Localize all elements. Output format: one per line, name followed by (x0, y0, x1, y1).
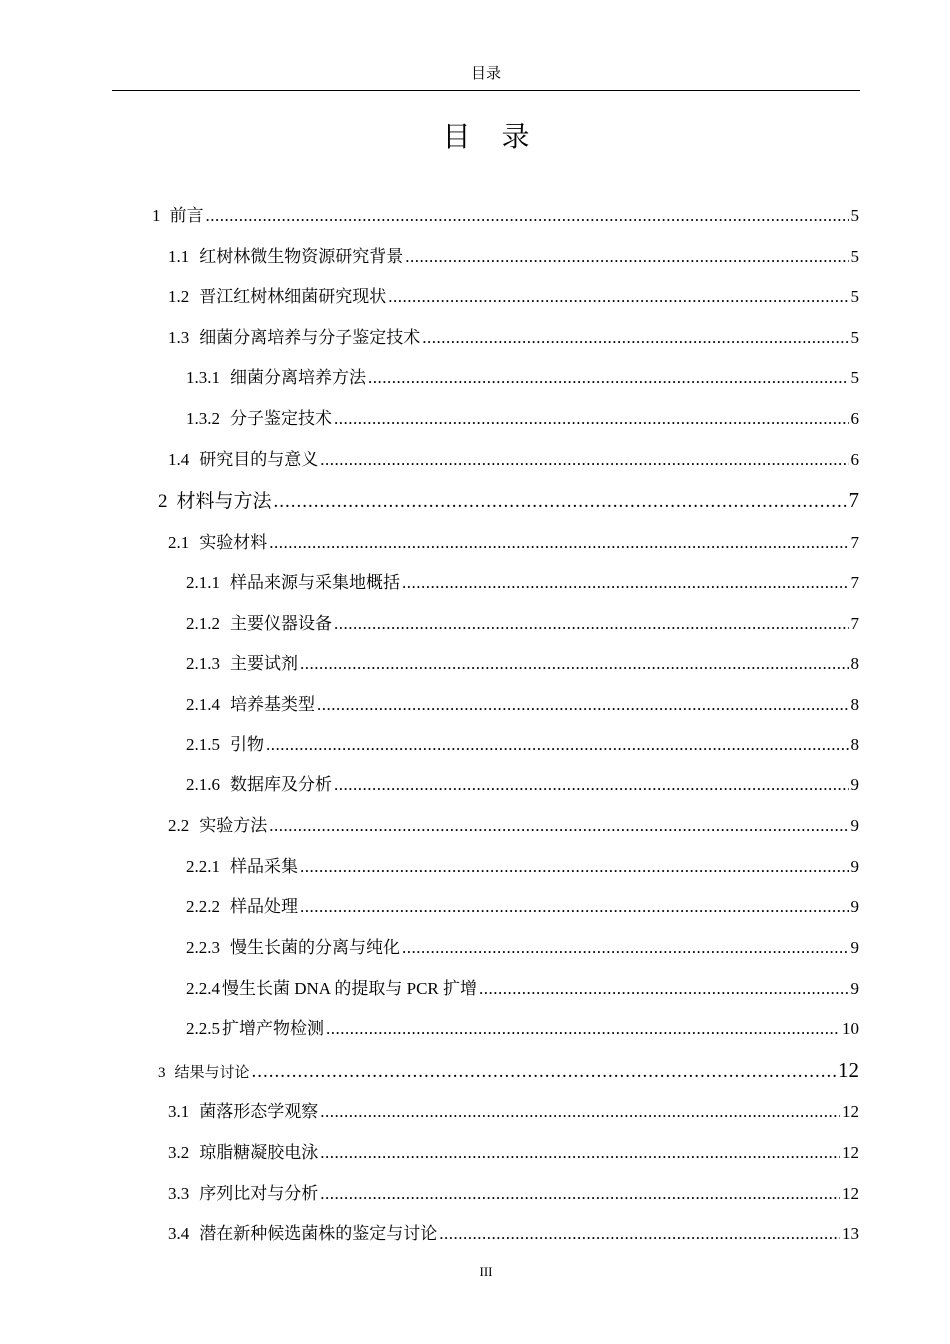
toc-entry-title: 主要试剂 (230, 654, 298, 673)
toc-entry-number: 1.3.1 (186, 368, 220, 387)
toc-entry-2-2-3[interactable] (186, 934, 859, 962)
toc-page-number: 6 (850, 450, 859, 469)
toc-entry-number: 2 (158, 491, 168, 512)
toc-dot-leader (320, 1139, 840, 1167)
toc-dot-leader (300, 853, 849, 881)
toc-entry-title: 前言 (169, 206, 204, 225)
toc-entry-title: 主要仪器设备 (230, 614, 332, 633)
toc-dot-leader (479, 975, 848, 1003)
toc-entry-title: 实验方法 (199, 816, 268, 835)
toc-page-number: 7 (850, 533, 859, 552)
running-header: 目录 (470, 66, 501, 82)
toc-dot-leader (206, 202, 849, 230)
toc-entry-title: 数据库及分析 (230, 775, 332, 794)
toc-dot-leader (402, 934, 849, 962)
toc-entry-title: 材料与方法 (176, 491, 272, 512)
toc-entry-number: 3.2 (168, 1143, 190, 1162)
toc-page-number: 6 (850, 409, 859, 428)
toc-entry-title: 潜在新种候选菌株的鉴定与讨论 (199, 1224, 438, 1243)
toc-entry-2-1[interactable] (168, 529, 859, 557)
toc-entry-title: 研究目的与意义 (199, 450, 319, 469)
toc-entry-number: 3.3 (168, 1184, 190, 1203)
toc-entry-number: 2.1.3 (186, 654, 220, 673)
toc-page-number: 9 (850, 938, 859, 957)
toc-entry-3-2[interactable] (168, 1139, 859, 1167)
toc-dot-leader (300, 893, 849, 921)
toc-dot-leader (405, 243, 848, 271)
toc-entry-2-2-5[interactable] (186, 1015, 859, 1043)
toc-dot-leader (269, 529, 848, 557)
toc-page-number: 8 (850, 654, 859, 673)
toc-entry-2-2-2[interactable] (186, 893, 859, 921)
toc-page-number: 12 (842, 1102, 859, 1121)
toc-entry-number: 2.2.5 (186, 1019, 220, 1038)
toc-dot-leader (274, 488, 847, 516)
toc-dot-leader (334, 610, 849, 638)
toc-entry-number: 1.3.2 (186, 409, 220, 428)
toc-page-number: 9 (850, 857, 859, 876)
toc-entry-3-1[interactable] (168, 1098, 859, 1126)
toc-entry-title: 慢生长菌 DNA 的提取与 PCR 扩增 (222, 979, 478, 998)
toc-dot-leader (422, 324, 848, 352)
toc-page-number: 9 (850, 775, 859, 794)
toc-entry-2-2-4[interactable] (186, 975, 859, 1003)
toc-dot-leader (326, 1015, 840, 1043)
toc-dot-leader (334, 771, 849, 799)
toc-entry-title: 扩增产物检测 (222, 1019, 324, 1038)
page-number-footer: III (479, 1264, 493, 1279)
toc-entry-2[interactable] (158, 486, 859, 514)
toc-entry-title: 慢生长菌的分离与纯化 (230, 938, 400, 957)
toc-entry-number: 2.2.4 (186, 979, 220, 998)
toc-page-number: 10 (842, 1019, 859, 1038)
toc-entry-1[interactable] (152, 202, 859, 230)
toc-page-number: 7 (850, 614, 859, 633)
toc-page-number: 12 (842, 1184, 859, 1203)
toc-page-number: 8 (850, 735, 859, 754)
toc-entry-1-4[interactable] (168, 446, 859, 474)
toc-entry-number: 2.1.4 (186, 695, 220, 714)
toc-entry-2-2[interactable] (168, 812, 859, 840)
toc-entry-number: 2.1.5 (186, 735, 220, 754)
toc-dot-leader (320, 1180, 840, 1208)
toc-entry-number: 3.4 (168, 1224, 190, 1243)
toc-entry-number: 1.1 (168, 247, 190, 266)
toc-entry-number: 3 (158, 1065, 166, 1081)
toc-dot-leader (269, 812, 848, 840)
toc-page-number: 5 (850, 247, 859, 266)
toc-dot-leader (252, 1058, 836, 1086)
toc-entry-number: 2.2.1 (186, 857, 220, 876)
toc-page-number: 9 (850, 979, 859, 998)
toc-dot-leader (368, 364, 849, 392)
toc-page-number: 7 (850, 573, 859, 592)
toc-entry-title: 分子鉴定技术 (230, 409, 332, 428)
toc-entry-1-1[interactable] (168, 243, 859, 271)
toc-page-number: 8 (850, 695, 859, 714)
toc-entry-number: 2.2 (168, 816, 190, 835)
toc-page-number: 9 (850, 897, 859, 916)
toc-entry-title: 培养基类型 (230, 695, 315, 714)
toc-entry-2-1-3[interactable] (186, 650, 859, 678)
toc-page-number: 9 (850, 816, 859, 835)
toc-entry-title: 细菌分离培养与分子鉴定技术 (199, 328, 421, 347)
toc-page-number: 5 (850, 328, 859, 347)
toc-dot-leader (388, 283, 848, 311)
toc-entry-number: 2.2.2 (186, 897, 220, 916)
toc-entry-title: 样品采集 (230, 857, 298, 876)
toc-entry-number: 1.4 (168, 450, 190, 469)
toc-dot-leader (317, 691, 849, 719)
toc-entry-3-3[interactable] (168, 1180, 859, 1208)
toc-page-number: 5 (850, 368, 859, 387)
toc-entry-title: 实验材料 (199, 533, 268, 552)
toc-entry-title: 细菌分离培养方法 (230, 368, 366, 387)
toc-entry-number: 2.1.2 (186, 614, 220, 633)
toc-dot-leader (266, 731, 849, 759)
toc-page-number: 5 (850, 206, 859, 225)
toc-page-number: 12 (838, 1058, 859, 1082)
toc-dot-leader (300, 650, 849, 678)
toc-entry-title: 结果与讨论 (174, 1065, 250, 1081)
toc-entry-number: 2.1 (168, 533, 190, 552)
toc-entry-number: 3.1 (168, 1102, 190, 1121)
toc-entry-2-2-1[interactable] (186, 853, 859, 881)
page-title: 目 录 (442, 122, 542, 153)
toc-entry-title: 序列比对与分析 (199, 1184, 319, 1203)
toc-entry-3[interactable] (158, 1056, 859, 1084)
toc-dot-leader (402, 569, 849, 597)
toc-entry-title: 琼脂糖凝胶电泳 (199, 1143, 319, 1162)
toc-entry-2-1-4[interactable] (186, 691, 859, 719)
toc-dot-leader (334, 405, 849, 433)
toc-page-number: 12 (842, 1143, 859, 1162)
toc-entry-number: 2.1.6 (186, 775, 220, 794)
toc-entry-title: 晋江红树林细菌研究现状 (199, 287, 387, 306)
toc-page-number: 5 (850, 287, 859, 306)
toc-entry-number: 1.3 (168, 328, 190, 347)
toc-dot-leader (439, 1220, 840, 1248)
toc-entry-1-3-1[interactable] (186, 364, 859, 392)
toc-entry-title: 样品处理 (230, 897, 298, 916)
toc-dot-leader (320, 446, 848, 474)
toc-page-number: 13 (842, 1224, 859, 1243)
toc-entry-3-4[interactable] (168, 1220, 859, 1248)
toc-entry-title: 引物 (230, 735, 264, 754)
toc-entry-2-1-2[interactable] (186, 610, 859, 638)
toc-entry-1-3-2[interactable] (186, 405, 859, 433)
toc-page-number: 7 (848, 488, 859, 512)
toc-entry-1-2[interactable] (168, 283, 859, 311)
toc-entry-1-3[interactable] (168, 324, 859, 352)
toc-entry-2-1-6[interactable] (186, 771, 859, 799)
toc-entry-2-1-1[interactable] (186, 569, 859, 597)
toc-entry-number: 1.2 (168, 287, 190, 306)
toc-entry-number: 2.2.3 (186, 938, 220, 957)
toc-entry-number: 2.1.1 (186, 573, 220, 592)
toc-entry-title: 菌落形态学观察 (199, 1102, 319, 1121)
toc-entry-title: 样品来源与采集地概括 (230, 573, 400, 592)
toc-entry-title: 红树林微生物资源研究背景 (199, 247, 404, 266)
header-divider (112, 90, 860, 91)
toc-entry-number: 1 (152, 206, 161, 225)
toc-dot-leader (320, 1098, 840, 1126)
toc-entry-2-1-5[interactable] (186, 731, 859, 759)
